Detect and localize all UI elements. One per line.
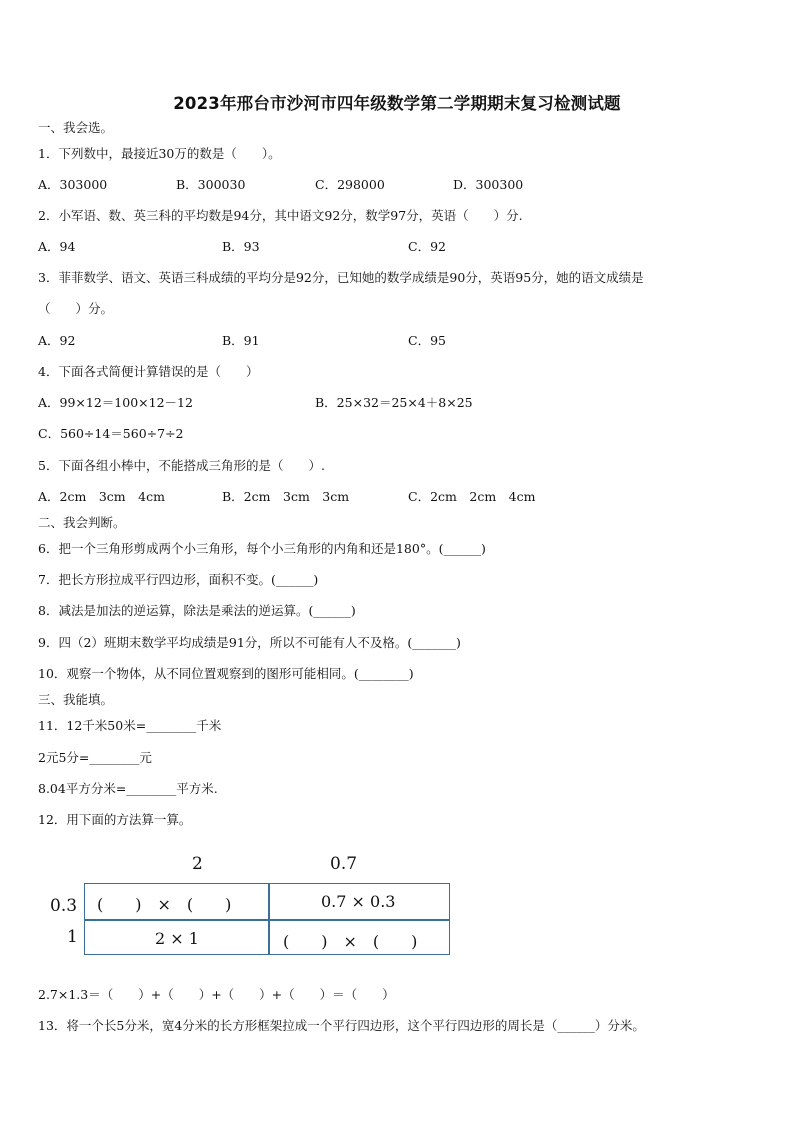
row-header-1: 1 [67,927,78,947]
q4-option-c: C．560÷14＝560÷7÷2 [38,426,184,441]
grid-horizontal-divider [85,919,449,921]
question-1-stem: 1．下列数中，最接近30万的数是（ ）。 [38,146,281,161]
question-2-stem: 2．小军语、数、英三科的平均数是94分，其中语文92分，数学97分，英语（ ）分. [38,208,523,223]
section-3-heading: 三、我能填。 [38,692,114,707]
question-3-stem-line2: （ ）分。 [38,301,114,316]
q4-option-a: A．99×12＝100×12－12 [38,395,193,410]
q2-option-b: B．93 [222,239,260,254]
column-header-0-7: 0.7 [330,854,358,874]
question-11-line1: 11．12千米50米=________千米 [38,718,222,733]
column-header-2: 2 [192,854,203,874]
q2-option-c: C．92 [408,239,446,254]
multiplication-grid [84,883,450,955]
row-header-0-3: 0.3 [50,896,78,916]
section-1-heading: 一、我会选。 [38,120,114,135]
question-7: 7．把长方形拉成平行四边形，面积不变。(______) [38,572,319,587]
cell-top-right: 0.7 × 0.3 [321,892,396,911]
question-11-line2: 2元5分=________元 [38,750,152,765]
q1-option-d: D．300300 [453,177,524,192]
cell-top-left: ( ) × ( ) [97,895,232,914]
question-10: 10．观察一个物体，从不同位置观察到的图形可能相同。(________) [38,666,414,681]
q5-option-a: A．2cm 3cm 4cm [38,489,165,504]
section-2-heading: 二、我会判断。 [38,515,126,530]
q1-option-c: C．298000 [315,177,385,192]
question-11-line3: 8.04平方分米=________平方米. [38,781,218,796]
question-4-stem: 4．下面各式简便计算错误的是（ ） [38,364,259,379]
q1-option-a: A．303000 [38,177,108,192]
question-13: 13．将一个长5分米，宽4分米的长方形框架拉成一个平行四边形，这个平行四边形的周长是（______）分米。 [38,1018,645,1033]
page-title: 2023年邢台市沙河市四年级数学第二学期期末复习检测试题 [173,94,621,113]
cell-bottom-left: 2 × 1 [155,929,199,948]
q5-option-c: C．2cm 2cm 4cm [408,489,536,504]
q5-option-b: B．2cm 3cm 3cm [222,489,350,504]
q2-option-a: A．94 [38,239,76,254]
question-6: 6．把一个三角形剪成两个小三角形，每个小三角形的内角和还是180°。(______) [38,541,486,556]
q3-option-b: B．91 [222,333,260,348]
question-8: 8．减法是加法的逆运算，除法是乘法的逆运算。(______) [38,603,356,618]
question-12-equation: 2.7×1.3＝（ ）+（ ）+（ ）+（ ）＝（ ） [38,987,395,1002]
question-3-stem-line1: 3．菲菲数学、语文、英语三科成绩的平均分是92分，已知她的数学成绩是90分，英语95分，她的语文成绩是 [38,270,644,285]
q1-option-b: B．300030 [176,177,246,192]
question-5-stem: 5．下面各组小棒中，不能搭成三角形的是（ ）. [38,458,325,473]
cell-bottom-right: ( ) × ( ) [283,932,418,951]
q4-option-b: B．25×32＝25×4＋8×25 [315,395,473,410]
q3-option-c: C．95 [408,333,446,348]
question-9: 9．四（2）班期末数学平均成绩是91分，所以不可能有人不及格。(_______) [38,635,461,650]
multiplication-grid-figure [40,848,460,968]
q3-option-a: A．92 [38,333,76,348]
question-12-stem: 12．用下面的方法算一算。 [38,812,192,827]
